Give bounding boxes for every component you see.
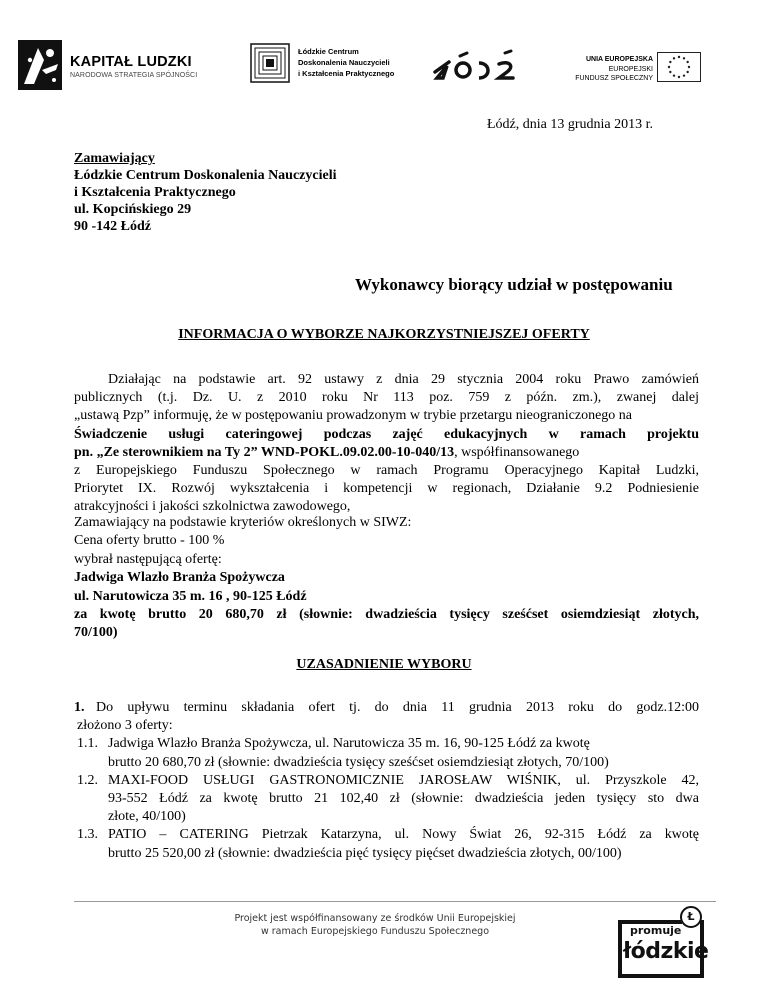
kapital-ludzki-emblem-icon [18,40,66,90]
lcdn-line-1: Łódzkie Centrum [298,47,359,56]
list-number: 1. [74,700,85,715]
promuje-big-text: łódzkie [623,939,709,964]
intro-line: Działając na podstawie art. 92 ustawy z dnia 29 stycznia 2004 roku Prawo zamówień [108,372,699,387]
sublist-line: Jadwiga Wlazło Branża Spożywcza, ul. Narutowicza 35 m. 16, 90-125 Łódź za kwotę [108,736,590,752]
promuje-lodzkie-logo [612,906,712,982]
intro-line: atrakcyjności i jakości szkolnictwa zawodowego, [74,499,351,515]
intro-line: Priorytet IX. Rozwój wykształcenia i kompetencji w regionach, Działanie 9.2 Podniesienie [74,481,699,497]
uzasadnienie-heading: UZASADNIENIE WYBORU [296,657,472,672]
eu-star-icon [683,57,685,59]
eu-star-icon [688,66,690,68]
eu-star-icon [673,57,675,59]
intro-line: publicznych (t.j. Dz. U. z 2010 roku Nr 113 poz. 759 z późn. zm.), zwanej dalej [74,390,699,406]
eu-star-icon [673,74,675,76]
eu-line-3: FUNDUSZ SPOŁECZNY [575,75,653,82]
eu-logo-text [575,55,653,84]
criteria-line: Cena oferty brutto - 100 % [74,533,225,549]
sublist-line: PATIO – CATERING Pietrzak Katarzyna, ul. Nowy Świat 26, 92-315 Łódź za kwotę [108,827,699,843]
list-item-line: złożono 3 oferty: [77,718,173,734]
zamawiajacy-line: i Kształcenia Praktycznego [74,185,236,200]
eu-logo [565,52,705,88]
eu-star-icon [668,66,670,68]
promuje-small-text: promuje [630,924,682,937]
eu-star-icon [686,71,688,73]
criteria-block [74,514,699,643]
date-line: Łódź, dnia 13 grudnia 2013 r. [487,117,654,132]
lcdn-logo [250,40,395,90]
sublist-line: brutto 20 680,70 zł (słownie: dwadzieścia tysięcy sześćset osiemdziesiąt złotych, 70/100) [108,754,609,770]
zamawiajacy-line: 90 -142 Łódź [74,219,151,234]
sublist-number: 1.3. [77,827,98,843]
criteria-line: wybrał następującą ofertę: [74,551,222,567]
zamawiajacy-label: Zamawiający [74,151,155,166]
project-name: pn. „Ze sterownikiem na Ty 2” WND-POKL.09.02.00-10-040/13 [74,444,455,460]
kapital-ludzki-logo [18,40,198,92]
winner-amount: za kwotę brutto 20 680,70 zł (słownie: dwadzieścia tysięcy sześćset osiemdziesiąt złotych, [74,607,699,623]
winner-address: ul. Narutowicza 35 m. 16 , 90-125 Łódź [74,588,307,604]
footer-line-2: w ramach Europejskiego Funduszu Społecznego [260,926,490,937]
sublist-line: MAXI-FOOD USŁUGI GASTRONOMICZNIE JAROSŁAW WIŚNIK, ul. Przyszkole 42, [108,772,699,788]
eu-star-icon [686,61,688,63]
lodz-city-logo [433,48,523,84]
winner-name: Jadwiga Wlazło Branża Spożywcza [74,570,285,586]
lcdn-line-2: Doskonalenia Nauczycieli [298,58,390,67]
eu-star-icon [678,76,680,78]
eu-star-icon [669,61,671,63]
intro-line: z Europejskiego Funduszu Społecznego w ramach Programu Operacyjnego Kapitał Ludzki, [74,463,699,479]
sublist-number: 1.2. [77,772,98,788]
sublist-line: 93-552 Łódź za kwotę brutto 21 102,40 zł (słownie: dwadzieścia jeden tysięcy sto dwa [108,791,699,807]
winner-amount-cont: 70/100) [74,625,118,641]
lodz-wordmark-icon [433,48,523,84]
kapital-ludzki-subtitle: NARODOWA STRATEGIA SPÓJNOŚCI [70,72,198,79]
eu-flag-icon [657,52,701,82]
footer-line-1: Projekt jest współfinansowany ze środków Unii Europejskiej [234,913,516,924]
offers-list [74,699,699,863]
footer-text [200,912,550,938]
sublist-line: brutto 25 520,00 zł (słownie: dwadzieścia pięć tysięcy pięćset dwadzieścia złotych, 00/100) [108,845,622,861]
footer-divider [74,901,716,902]
intro-line-rest: , współfinansowanego [454,444,580,460]
addressee-heading: Wykonawcy biorący udział w postępowaniu [355,275,673,294]
zamawiajacy-line: ul. Kopcińskiego 29 [74,202,192,217]
lcdn-emblem-icon [250,43,290,83]
eu-line-1: UNIA EUROPEJSKA [585,56,653,63]
sublist-number: 1.1. [77,736,98,752]
list-item-line: Do upływu terminu składania ofert tj. do dnia 11 grudnia 2013 roku do godz.12:00 [96,700,699,715]
eu-line-2: EUROPEJSKI [608,65,653,73]
eu-star-icon [678,56,680,58]
kapital-ludzki-title: KAPITAŁ LUDZKI [70,54,192,70]
info-heading: INFORMACJA O WYBORZE NAJKORZYSTNIEJSZEJ OFERTY [178,327,590,342]
intro-paragraph [74,371,699,517]
promuje-badge-icon: Ł [680,906,702,928]
intro-line-bold: Świadczenie usługi cateringowej podczas zajęć edukacyjnych w ramach projektu [74,426,699,442]
lcdn-line-3: i Kształcenia Praktycznego [298,69,395,78]
eu-star-icon [669,71,671,73]
sublist-line: złote, 40/100) [108,809,186,825]
eu-star-icon [683,74,685,76]
intro-line: „ustawą Pzp” informuję, że w postępowaniu prowadzonym w trybie przetargu nieograniczonego na [74,408,632,424]
zamawiajacy-block [74,150,374,235]
zamawiajacy-line: Łódzkie Centrum Doskonalenia Nauczycieli [74,168,337,183]
lcdn-logo-text [298,46,394,79]
criteria-line: Zamawiający na podstawie kryteriów określonych w SIWZ: [74,515,412,530]
